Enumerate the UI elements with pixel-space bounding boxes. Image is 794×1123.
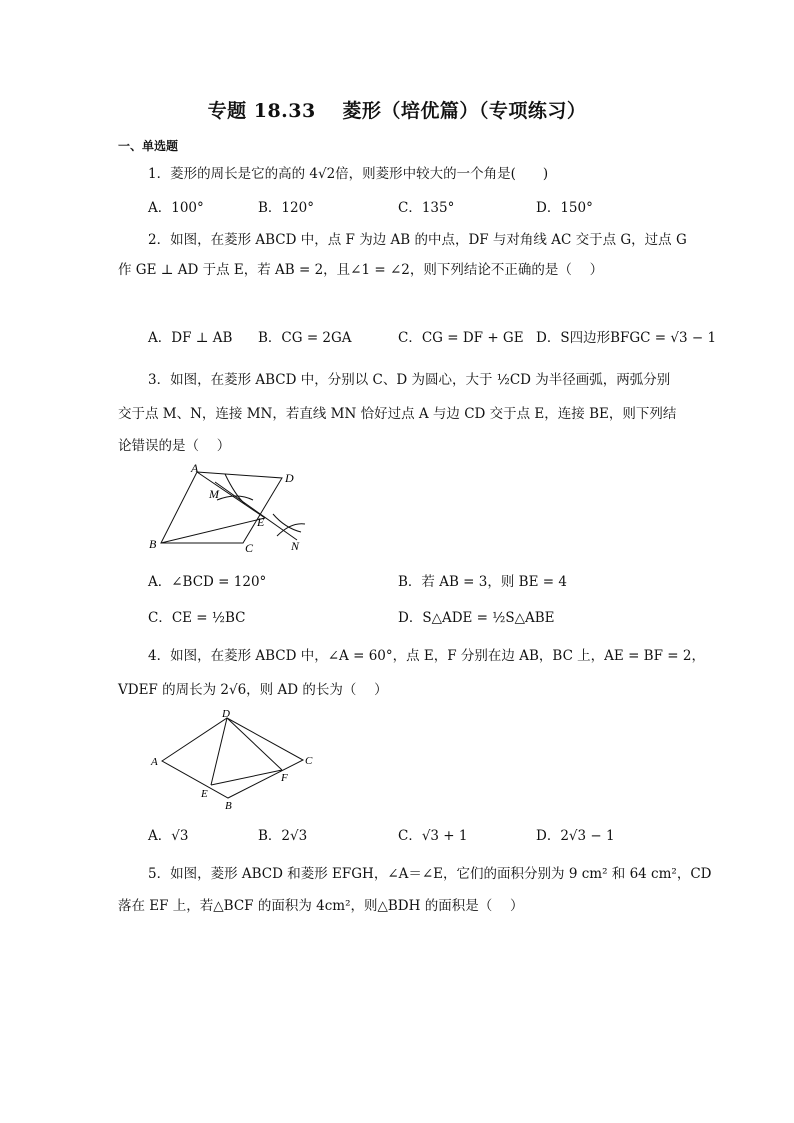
q3-stem-line2: 交于点 M、N，连接 MN，若直线 MN 恰好过点 A 与边 CD 交于点 E，连接 BE，则下列结 [118, 406, 677, 422]
q4-label-f: F [281, 772, 288, 784]
q4-label-d: D [222, 708, 230, 720]
q4-label-e: E [201, 788, 208, 800]
q3-label-a: A [191, 461, 199, 475]
q4-rhombus-figure [145, 705, 320, 815]
q4-option-a: A．√3 [148, 828, 189, 844]
q5-stem-line1: 5．如图，菱形 ABCD 和菱形 EFGH，∠A＝∠E，它们的面积分别为 9 cm² 和 64 cm²，CD [148, 866, 712, 882]
q4-stem-line2: VDEF 的周长为 2√6，则 AD 的长为（ ） [118, 682, 388, 698]
q2-option-a: A．DF ⊥ AB [148, 330, 233, 346]
q1-stem: 1．菱形的周长是它的高的 4√2倍，则菱形中较大的一个角是( ) [148, 166, 549, 182]
q5-stem-line2: 落在 EF 上，若△BCF 的面积为 4cm²，则△BDH 的面积是（ ） [118, 898, 524, 914]
q2-stem-line2: 作 GE ⊥ AD 于点 E，若 AB = 2，且∠1 = ∠2，则下列结论不正确的是（ ） [118, 262, 604, 278]
q3-option-c: C．CE = ½BC [148, 610, 246, 626]
q4-option-d: D．2√3 − 1 [536, 828, 615, 844]
q3-arc-3 [273, 514, 301, 532]
q2-stem-line1: 2．如图，在菱形 ABCD 中，点 F 为边 AB 的中点，DF 与对角线 AC 交于点 G，过点 G [148, 232, 687, 248]
q3-label-d: D [285, 471, 294, 485]
page-title: 专题 18.33 菱形（培优篇）（专项练习） [207, 100, 587, 122]
q3-rhombus-abcd [161, 472, 282, 543]
q4-option-c: C．√3 + 1 [398, 828, 468, 844]
q4-rhombus-abcd [162, 718, 303, 798]
q3-label-m: M [209, 487, 219, 501]
q3-line-mn [215, 482, 297, 540]
q3-label-b: B [149, 537, 157, 551]
q3-line-be [161, 518, 265, 543]
q3-stem-line1: 3．如图，在菱形 ABCD 中，分别以 C、D 为圆心，大于 ½CD 为半径画弧，两弧分别 [148, 372, 671, 388]
q3-option-d: D．S△ADE = ½S△ABE [398, 610, 555, 626]
q4-line-ef [211, 770, 282, 785]
q1-option-d: D．150° [536, 200, 593, 216]
q2-option-b: B．CG = 2GA [258, 330, 352, 346]
q2-option-d: D．S四边形BFGC = √3 − 1 [536, 330, 717, 346]
q2-option-c: C．CG = DF + GE [398, 330, 524, 346]
section-heading: 一、单选题 [118, 139, 179, 153]
q1-option-c: C．135° [398, 200, 455, 216]
q3-label-n: N [291, 539, 300, 553]
q4-stem-line1: 4．如图，在菱形 ABCD 中，∠A = 60°，点 E，F 分别在边 AB，BC 上，AE = BF = 2， [148, 648, 705, 664]
q3-stem-line3: 论错误的是（ ） [118, 438, 231, 454]
q3-rhombus-figure [145, 460, 315, 555]
q1-option-a: A．100° [148, 200, 204, 216]
q1-option-b: B．120° [258, 200, 314, 216]
q3-option-b: B．若 AB = 3，则 BE = 4 [398, 574, 567, 590]
q4-label-a: A [151, 756, 158, 768]
q3-line-ae [197, 472, 265, 518]
q3-option-a: A．∠BCD = 120° [148, 574, 267, 590]
q3-label-c: C [245, 541, 254, 555]
q4-line-de [211, 718, 227, 785]
q4-label-b: B [225, 800, 232, 812]
q3-label-e: E [257, 515, 265, 529]
q4-option-b: B．2√3 [258, 828, 308, 844]
q3-arc-1 [225, 474, 245, 504]
q4-label-c: C [305, 755, 313, 767]
q3-arc-4 [277, 524, 305, 536]
